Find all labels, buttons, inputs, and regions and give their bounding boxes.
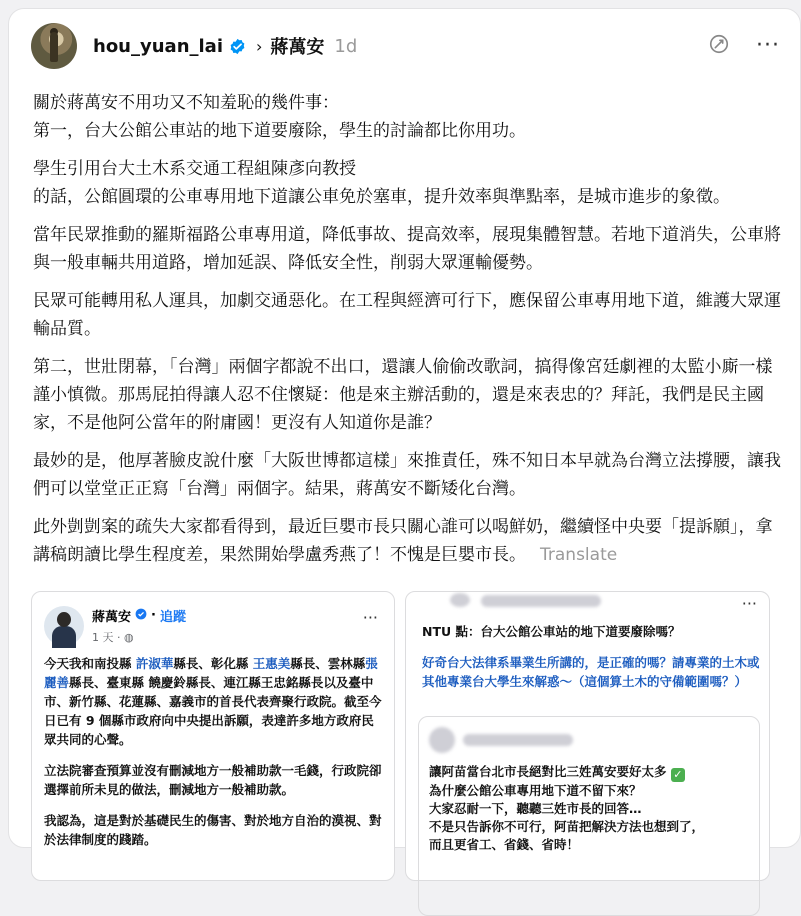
fb-post-text <box>44 654 384 861</box>
quoted-line: 而且更省工、省錢、省時！ <box>429 837 580 852</box>
mentioned-user[interactable]: 蔣萬安 <box>270 37 325 58</box>
quoted-post-header-blurred <box>429 727 573 753</box>
discussion-question: 好奇台大法律系畢業生所講的，是正確的嗎？請專業的土木或其他專業台大學生來解惑～（這個算土木的守備範圍嗎？） <box>422 655 760 689</box>
quoted-line: 大家忍耐一下，聽聽三姓市長的回答… <box>429 801 642 816</box>
ai-info-icon[interactable] <box>708 33 730 59</box>
quoted-line: 不是只告訴你不可行，阿苗把解決方法也想到了， <box>429 819 705 834</box>
more-options-icon[interactable]: ··· <box>756 33 780 58</box>
quoted-line: 為什麼公館公車專用地下道不留下來？ <box>429 783 642 798</box>
author-username[interactable]: hou_yuan_lai <box>93 35 223 57</box>
post-paragraph: 當年民眾推動的羅斯福路公車專用道，降低事故、提高效率，展現集體智慧。若地下道消失，公車將與一般車輛共用道路，增加延誤、降低安全性，削弱大眾運輸優勢。 <box>33 225 781 273</box>
threads-post-card <box>8 8 801 852</box>
post-time: 1d <box>334 35 358 57</box>
fb-text-segment: 縣長、彰化縣 <box>173 656 253 671</box>
post-paragraph: 民眾可能轉用私人運具，加劇交通惡化。在工程與經濟可行下，應保留公車專用地下道，維護大眾運輸品質。 <box>33 291 781 339</box>
post-paragraph: 關於蔣萬安不用功又不知羞恥的幾件事： 第一，台大公館公車站的地下道要廢除，學生的討論都比你用功。 <box>33 93 526 141</box>
translate-link[interactable]: Translate <box>540 545 618 565</box>
discussion-title: NTU 點：台大公館公車站的地下道要廢除嗎？ <box>422 624 681 639</box>
chevron-right-icon: › <box>256 36 263 56</box>
fb-author-name: 蔣萬安 <box>92 610 132 625</box>
discussion-text <box>422 622 762 691</box>
fb-paragraph: 立法院審查預算並沒有刪減地方一般補助款一毛錢，行政院卻選擇前所未見的做法，刪減地方一般補助款。 <box>44 763 382 797</box>
check-mark-icon: ✓ <box>671 768 685 782</box>
post-header <box>31 21 780 71</box>
fb-text-segment: 縣長、臺東縣 饒慶鈴縣長、連江縣王忠銘縣長以及臺中市、新竹縣、花蓮縣、嘉義市的首長代表齊聚行政院。截至今日已有 9 個縣市政府向中央提出訴願，表達許多地方政府民眾共同的心聲。 <box>44 675 382 747</box>
attached-image-ntu-discussion[interactable] <box>405 591 770 881</box>
author-avatar[interactable] <box>31 23 77 69</box>
globe-icon: ◍ <box>124 631 134 644</box>
quoted-line: 讓阿苗當台北市長絕對比三姓萬安要好太多 <box>429 764 667 779</box>
fb-more-icon: ··· <box>362 608 378 627</box>
fb-tag: 王惠美 <box>252 656 291 671</box>
fb-post-header: 蔣萬安 · 追蹤 1 天 · ◍ <box>44 606 186 646</box>
verified-badge-icon <box>229 38 246 55</box>
discussion-more-icon: ··· <box>741 594 757 613</box>
fb-text-segment: 今天我和南投縣 <box>44 656 136 671</box>
fb-post-time: 1 天 · <box>92 631 124 644</box>
quoted-post <box>418 716 760 916</box>
attached-image-facebook-post[interactable] <box>31 591 395 881</box>
post-paragraph: 最妙的是，他厚著臉皮說什麼「大阪世博都這樣」來推責任，殊不知日本早就為台灣立法撐腰，讓我們可以堂堂正正寫「台灣」兩個字。結果，蔣萬安不斷矮化台灣。 <box>33 451 781 499</box>
post-paragraph-text: 此外剴剴案的疏失大家都看得到，最近巨嬰市長只關心誰可以喝鮮奶，繼續怪中央要「提訴願」，拿講稿朗讀比學生程度差，果然開始學盧秀燕了！不愧是巨嬰市長。 <box>33 517 773 565</box>
blurred-header <box>450 592 630 608</box>
post-body <box>33 89 788 579</box>
post-paragraph-last <box>33 513 788 569</box>
quoted-post-text <box>429 763 749 854</box>
fb-tag: 許淑華 <box>135 656 174 671</box>
post-paragraph: 第二，世壯閉幕，「台灣」兩個字都說不出口，還讓人偷偷改歌詞，搞得像宮廷劇裡的太監小廝一樣謹小慎微。那馬屁拍得讓人忍不住懷疑：他是來主辦活動的，還是來表忠的？拜託，我們是民主國家，不是他阿公當年的附庸國！更沒有人知道你是誰？ <box>33 357 773 433</box>
fb-text-segment: 縣長、雲林縣 <box>290 656 366 671</box>
fb-follow-link: 追蹤 <box>159 610 186 625</box>
fb-paragraph: 我認為，這是對於基礎民生的傷害、對於地方自治的漠視、對於法律制度的踐踏。 <box>44 813 382 847</box>
post-paragraph: 學生引用台大土木系交通工程組陳彥向教授 的話，公館圓環的公車專用地下道讓公車免於塞車，提升效率與準點率，是城市進步的象徵。 <box>33 159 730 207</box>
fb-tag: 張麗善 <box>44 656 378 690</box>
fb-verified-icon <box>135 608 147 624</box>
fb-avatar <box>44 606 84 646</box>
